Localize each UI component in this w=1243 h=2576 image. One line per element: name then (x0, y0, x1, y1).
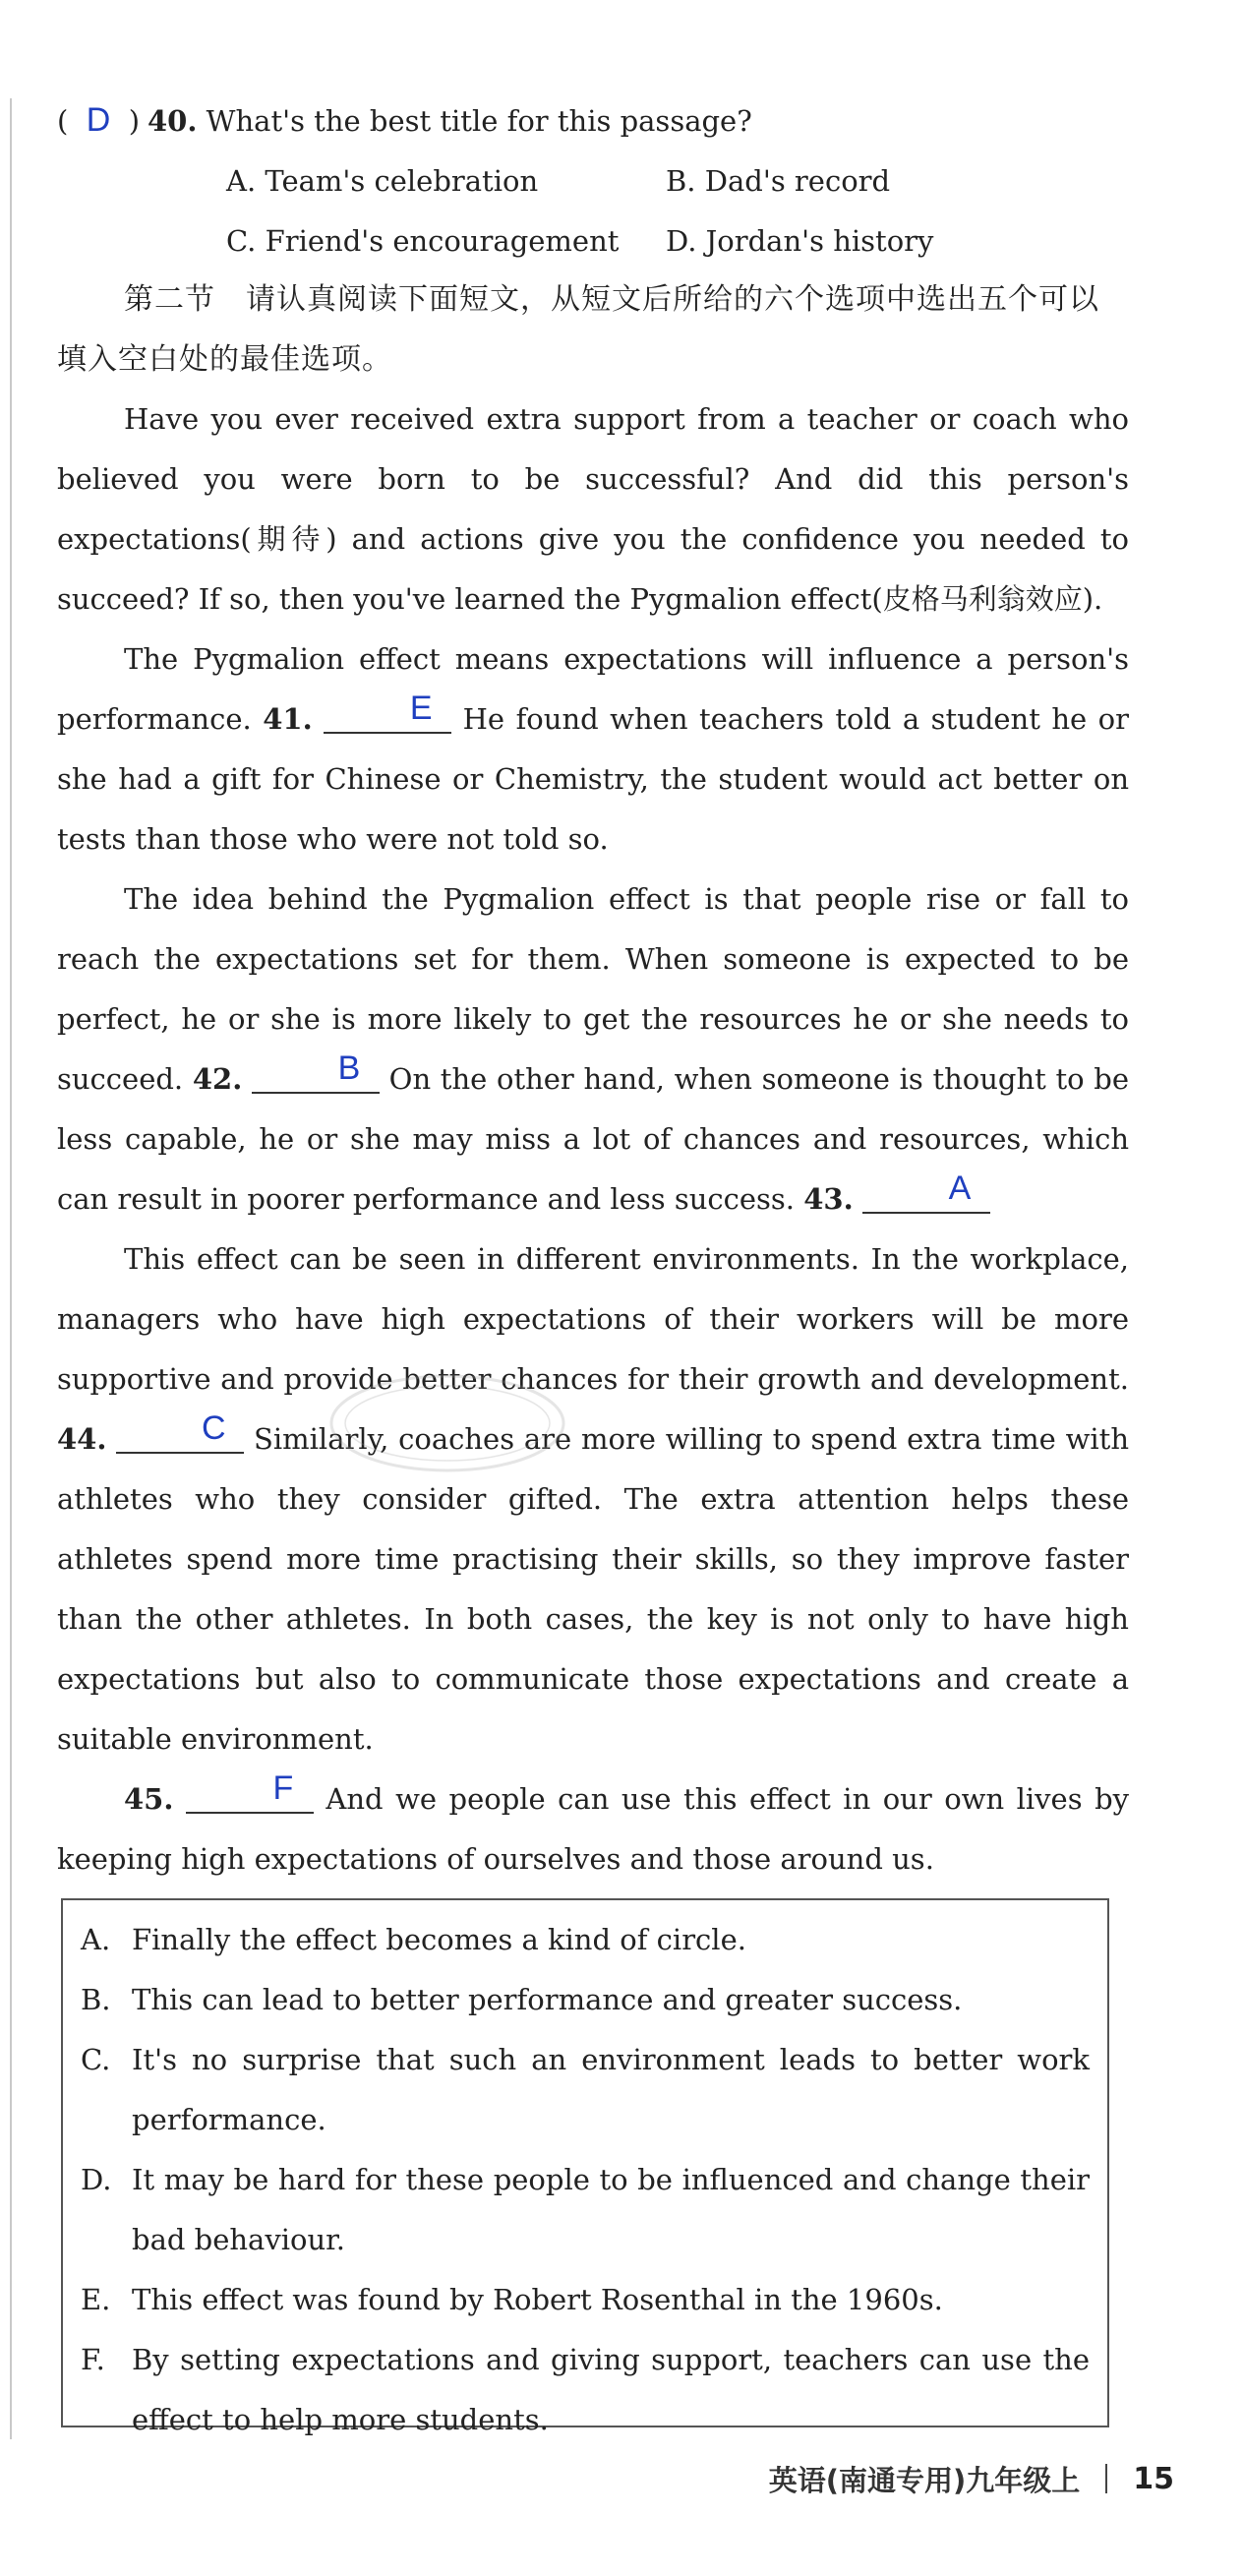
question-40 (57, 90, 1129, 271)
section-instruction: 第二节 请认真阅读下面短文，从短文后所给的六个选项中选出五个可以填入空白处的最佳选项。 (57, 282, 1099, 377)
paragraph-5: 45. F And we people can use this effect in our own lives by keeping high expectations of ourselves and those around us. (57, 1769, 1130, 1876)
left-margin-rule (10, 98, 12, 2439)
question-40-stem: What's the best title for this passage? (206, 104, 752, 138)
paragraph-4: This effect can be seen in different environments. In the workplace, managers who have high expectations of their workers will be more supportive and provide better chances for their growth and development. 44. C Similarly, coaches are more willing to spend extra time with athletes who they consider gifted. The extra attention helps these athletes spend more time practising their skills, so they improve faster than the other athletes. In both cases, the key is not only to have high expectations but also to communicate those expectations and create a suitable environment. (57, 1242, 1130, 1756)
answer-blank-43 (862, 1169, 990, 1214)
paragraph-1: Have you ever received extra support from a teacher or coach who believed you were born to be successful? And did this person's expectations(期待) and actions give you the confidence you needed to succeed? If so, then you've learned the Pygmalion effect(皮格马利翁效应). (57, 402, 1129, 616)
question-number-45: 45. (124, 1782, 174, 1816)
handwritten-answer-41: E (409, 689, 433, 727)
options-row-2 (57, 211, 1129, 271)
question-number-43: 43. (803, 1182, 854, 1216)
handwritten-answer-40: D (86, 101, 111, 139)
option-b: B. Dad's record (666, 164, 891, 198)
handwritten-answer-45: F (272, 1769, 294, 1807)
question-number-44: 44. (57, 1422, 107, 1456)
question-number-41: 41. (263, 702, 313, 736)
answer-blank-44 (116, 1409, 244, 1454)
option-d: D. Jordan's history (666, 224, 934, 258)
choice-e: E. This effect was found by Robert Rosenthal in the 1960s. (81, 2283, 943, 2316)
question-number-40: 40. (148, 104, 198, 138)
options-row-1 (57, 151, 1129, 211)
book-title: 英语(南通专用)九年级上 (768, 2463, 1081, 2497)
question-number-42: 42. (192, 1062, 243, 1096)
choice-a: A. Finally the effect becomes a kind of circle. (81, 1923, 746, 1956)
answer-blank-42 (252, 1049, 380, 1094)
watermark-stamp (325, 1369, 570, 1477)
choice-d: D. It may be hard for these people to be influenced and change their bad behaviour. (81, 2163, 1090, 2256)
answer-blank-45 (186, 1769, 314, 1814)
answer-bracket: ( D ) (57, 101, 141, 139)
reading-passage (57, 389, 1129, 1889)
question-40-stem-line (57, 90, 1129, 151)
choice-c: C. It's no surprise that such an environment leads to better work performance. (81, 2043, 1090, 2136)
answer-blank-41 (324, 689, 451, 734)
option-c: C. Friend's encouragement (226, 224, 620, 258)
paragraph-2: The Pygmalion effect means expectations will influence a person's performance. 41. E He found when teachers told a student he or she had a gift for Chinese or Chemistry, the student would act better on tests than those who were not told so. (57, 642, 1129, 856)
option-a: A. Team's celebration (226, 164, 539, 198)
page-footer (769, 2449, 1174, 2508)
handwritten-answer-43: A (948, 1169, 972, 1207)
footer-divider (1105, 2464, 1107, 2493)
handwritten-answer-42: B (337, 1049, 361, 1087)
choice-f: F. By setting expectations and giving support, teachers can use the effect to help more students. (81, 2343, 1090, 2436)
handwritten-answer-44: C (201, 1409, 226, 1447)
choice-b: B. This can lead to better performance and greater success. (81, 1983, 963, 2016)
page-number: 15 (1133, 2461, 1174, 2496)
paragraph-3: The idea behind the Pygmalion effect is that people rise or fall to reach the expectations set for them. When someone is expected to be perfect, he or she is more likely to get the resources he or she needs to succeed. 42. B On the other hand, when someone is thought to be less capable, he or she may miss a lot of chances and resources, which can result in poorer performance and less success. 43. A (57, 882, 1130, 1216)
options-box (61, 1898, 1109, 2436)
